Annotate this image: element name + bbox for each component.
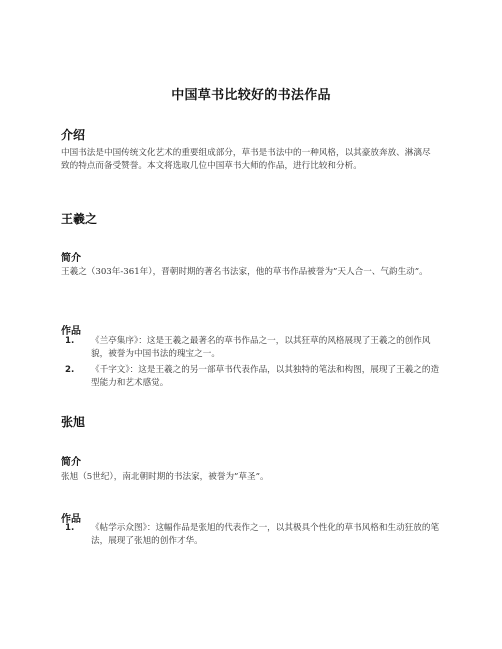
zhang-bio-paragraph: 张旭（5世纪），南北朝时期的书法家，被誉为”草圣”。 — [61, 472, 269, 482]
list-item-text: 《帖学示众图》：这幅作品是张旭的代表作之一，以其极具个性化的草书风格和生动狂放的笔法，展现了张旭的创作才华。 — [91, 523, 440, 546]
list-item-text: 《兰亭集序》：这是王羲之最著名的草书作品之一，以其狂草的风格展现了王羲之的创作风貌，被誉为中国书法的瑰宝之一。 — [91, 336, 431, 359]
intro-heading: 介绍 — [61, 128, 86, 142]
list-item-number: 1. — [65, 336, 75, 346]
zhang-bio-heading: 简介 — [61, 457, 81, 468]
wang-works-heading: 作品 — [61, 326, 81, 337]
list-item-number: 1. — [65, 523, 75, 533]
list-item-number: 2. — [65, 365, 75, 375]
wang-heading: 王羲之 — [61, 212, 98, 226]
zhang-works-heading: 作品 — [61, 514, 81, 525]
zhang-works-list — [61, 522, 441, 551]
list-item — [61, 335, 441, 360]
list-item — [61, 522, 441, 547]
document-title: 中国草书比较好的书法作品 — [171, 88, 331, 103]
wang-bio-heading: 简介 — [61, 253, 81, 264]
list-item-text: 《千字文》：这是王羲之的另一部草书代表作品，以其独特的笔法和构图，展现了王羲之的造型能力和艺术感觉。 — [91, 365, 440, 388]
wang-works-list — [61, 335, 441, 393]
wang-bio-paragraph: 王羲之（303年-361年），晋朝时期的著名书法家，他的草书作品被誉为”天人合一、气韵生动”。 — [61, 267, 428, 277]
zhang-heading: 张旭 — [61, 415, 86, 429]
list-item — [61, 364, 441, 389]
intro-paragraph: 中国书法是中国传统文化艺术的重要组成部分，草书是书法中的一种风格，以其豪放奔放、淋漓尽致的特点而备受赞誉。本文将选取几位中国草书大师的作品，进行比较和分析。 — [61, 148, 431, 171]
